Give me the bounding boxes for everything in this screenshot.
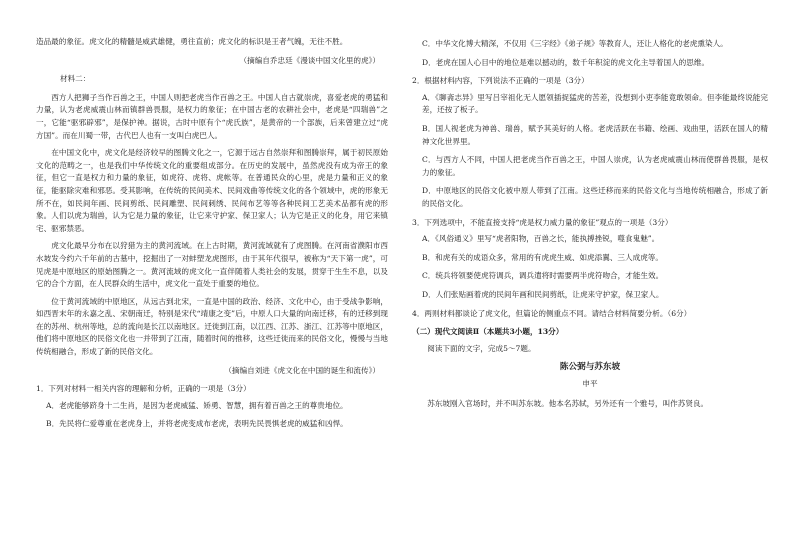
material-paragraph-1: 西方人把狮子当作百兽之王，中国人则把老虎当作百兽之王。中国人自古就崇虎，喜爱老虎的勇猛和力量，认为老虎威震山林而镇群兽畏服，是权力的象征；在中国古老的农耕社会中，老虎是“四瑞兽”之一，它能“驱邪辟邪”，是保护神。据说，古时中原有个“虎氏族”，是黄帝的一个部族，后来曾建立过“虎方国”。而在川蜀一带，古代巴人也有一支叫白虎巴人。 bbox=[36, 92, 388, 140]
source-citation-1: （摘编自乔忠廷《漫谈中国文化里的虎》） bbox=[239, 55, 380, 65]
reading-instruction: 阅读下面的文字，完成5～7题。 bbox=[427, 343, 536, 353]
question-2-option-b: B．国人视老虎为神兽、瑞兽，赋予其美好的人格。老虎活跃在书籍、绘画、戏曲里，活跃在国人的精神文化世界里。 bbox=[422, 123, 768, 146]
left-column bbox=[36, 36, 388, 437]
question-4: 4．两则材料都谈论了虎文化，但篇论的侧重点不同。请结合材料简要分析。（6分） bbox=[412, 308, 692, 318]
question-3-option-d: D．人们张贴画着虎的民间年画和民间剪纸，让虎来守护家，保卫家人。 bbox=[422, 289, 664, 299]
intro-tail: 造品最的象征。虎文化的精髓是威武雄健，勇往直前；虎文化的标识是王者气魄，无往不胜。 bbox=[36, 37, 348, 46]
material-two-heading: 材料二： bbox=[60, 74, 91, 84]
section-two-heading: （二）现代文阅读Ⅱ（本题共3小题，13分） bbox=[412, 327, 564, 337]
article-author: 申平 bbox=[582, 378, 598, 388]
question-3: 3．下列选项中，不能直接支持“虎是权力威力量的象征”观点的一项是（3分） bbox=[412, 217, 673, 227]
article-title: 陈公弼与苏东坡 bbox=[559, 362, 621, 373]
question-2-option-d: D．中原地区的民俗文化被中原人带到了江南。这些迁移而来的民俗文化与当地传统相融合，形成了新的民俗文化。 bbox=[422, 186, 768, 208]
right-column bbox=[412, 36, 768, 411]
question-2-option-c: C．与西方人不同，中国人把老虎当作百兽之王，中国人崇虎，认为老虎威震山林而使群兽畏服，是权力的象征。 bbox=[422, 155, 768, 177]
material-paragraph-3: 虎文化最早分布在以狩猎为主的黄河流域。在上古时期，黄河流域就有了虎图腾。在河南省濮阳市西水坡发今约六千年前的古墓中，挖掘出了一对蚌塑龙虎图形，由于其年代很早，被称为“天下第一虎”，可见虎是中原地区的原始图腾之一。黄河流域的虎文化一直伴随着人类社会的发展，贯穿于生生不息，以及它的合个方面，在人民群众的生活中，虎文化一直处于重要的地位。 bbox=[36, 241, 388, 289]
source-citation-2: （摘编自刘进《虎文化在中国的诞生和流传》） bbox=[224, 365, 380, 375]
question-1-option-b: B．先民将仁爱尊重在老虎身上，并将老虎变成布老虎，表明先民畏惧老虎的威猛和凶悍。 bbox=[46, 419, 348, 429]
question-3-option-c: C．统兵将领要使虎符调兵，调兵遣将时需要两半虎符吻合，才能生效。 bbox=[422, 271, 664, 281]
question-3-option-b: B．和虎有关的成语众多，常用的有虎虎生威、如虎添翼、三人成虎等。 bbox=[422, 252, 663, 262]
question-1-option-d: D．老虎在国人心目中的地位是难以撼动的，数千年积淀的虎文化主导着国人的思维。 bbox=[422, 57, 710, 67]
material-paragraph-4: 位于黄河流域的中原地区，从远古到北宋，一直是中国的政治、经济、文化中心，由于受战争影响，如西晋末年的永嘉之乱、宋朝南迁，特别是宋代“靖康之变”后，中原人口大量的向南迁移，有的迁移到现在的苏州、杭州等地，总的流向是长江以南地区。迁徙到江南，以江西、江苏、浙江、江苏等中原地区，他们将中原地区的民俗文化也一并带到了江南，随着时间的推移，这些迁徙而来的民俗文化，慢慢与当地传统相融合，形成了新的民俗文化。 bbox=[36, 296, 388, 357]
question-2: 2．根据材料内容，下列说法不正确的一项是（3分） bbox=[412, 76, 589, 86]
question-3-option-a: A．《风俗通义》里写“虎者阳物，百兽之长，能执搏挫锐，噬食鬼魅”。 bbox=[422, 234, 660, 244]
article-first-paragraph: 苏东坡刚入官场时，并不叫苏东坡。他本名苏轼，另外还有一个雅号，叫作苏贤良。 bbox=[427, 399, 709, 409]
question-1: 1．下列对材料一相关内容的理解和分析，正确的一项是（3分） bbox=[36, 384, 251, 394]
question-1-option-c: C．中华文化博大精深，不仅用《三字经》《弟子规》等教育人，还让人格化的老虎熏染人。 bbox=[422, 39, 728, 48]
material-paragraph-2: 在中国文化中，虎文化是经济较早的图腾文化之一，它源于远古自然崇拜和图腾崇拜，属于初民原始文化的范畴之一，也是我们中华传统文化的重要组成部分。在历史的发展中，虽然虎没有成为帝王的象征，但它一直是权力和力量的象征，如虎符、虎将、虎帐等。在普通民众的心里，虎是力量和正义的象征，能驱除灾难和邪恶。受其影响，在传统的民间美术、民间戏曲等传统文化的各个领域中，虎的形象无所不在，如民间年画、民间剪纸、民间雕塑、民间刺绣、民间布艺等等各种民间工艺美术品都有虎的形象。人们以虎为瑞兽，认为它是力量的象征，让它来守护家、保卫家人；认为它是正义的化身，用它来镇宅、驱邪禁恶。 bbox=[36, 148, 388, 233]
question-1-option-a: A．老虎能够跻身十二生肖，是因为老虎威猛、矫勇、智慧，拥有着百兽之王的尊贵地位。 bbox=[46, 400, 348, 410]
question-2-option-a: A．《聊斋志异》里写吕宰祖化无人愿领插捉猛虎的苦差，没想到小吏李能竟敢领命。但李能最终说能完差，还按了板子。 bbox=[422, 92, 768, 115]
